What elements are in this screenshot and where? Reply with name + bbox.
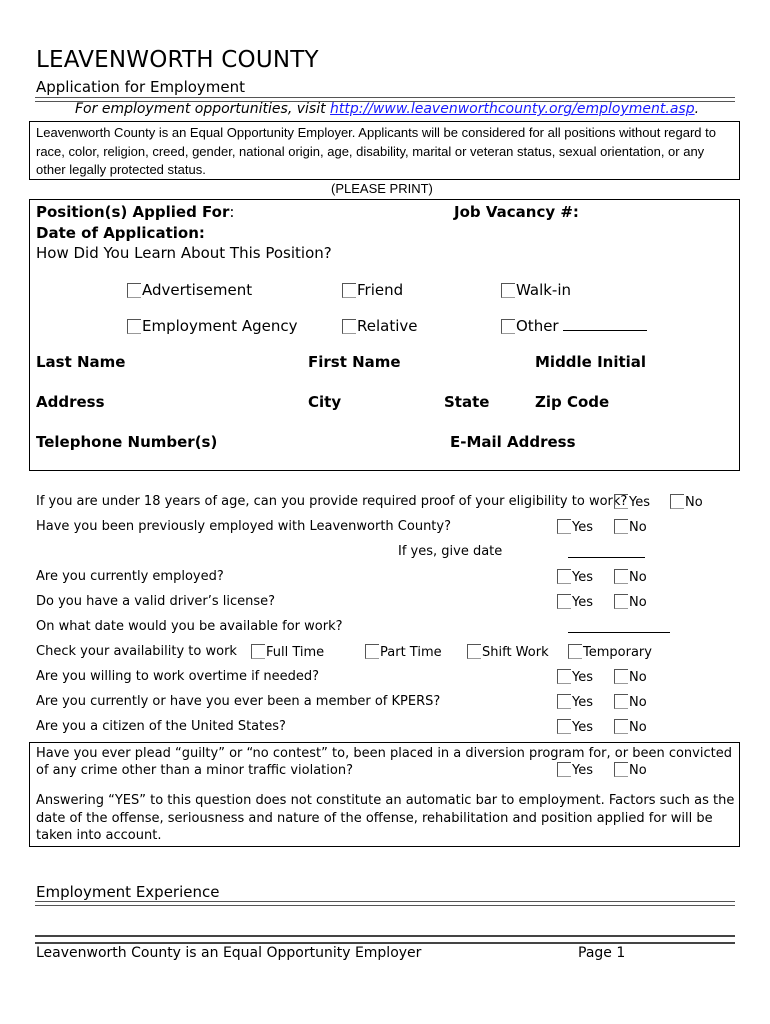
checkbox[interactable] [557,694,571,709]
citizen-question: Are you a citizen of the United States? [36,719,286,734]
drivers-license-yes[interactable]: Yes [557,594,593,610]
currently-employed-yes[interactable]: Yes [557,569,593,585]
prev-employed-yes[interactable]: Yes [557,519,593,535]
availability-temporary[interactable]: Temporary [568,644,652,660]
checkbox[interactable] [557,719,571,734]
conviction-no[interactable]: No [614,762,647,778]
availability-question: Check your availability to work [36,644,237,659]
under18-yes[interactable]: Yes [614,494,650,510]
under18-no[interactable]: No [670,494,703,510]
visit-prefix: For employment opportunities, visit [75,101,331,117]
checkbox[interactable] [501,283,515,298]
prev-employed-question: Have you been previously employed with Leavenworth County? [36,519,451,534]
checkbox[interactable] [342,319,356,334]
visit-suffix: . [694,101,700,117]
checkbox[interactable] [501,319,515,334]
checkbox[interactable] [614,669,628,684]
eeo-statement: Leavenworth County is an Equal Opportunity Employer. Applicants will be considered for all positions without regard to race, color, religion, creed, gender, national origin, age, disability, marital or veteran status, sexual orientation, or any other legally protected status. [36,125,716,177]
availability-shift-work[interactable]: Shift Work [467,644,549,660]
kpers-yes[interactable]: Yes [557,694,593,710]
drivers-license-no[interactable]: No [614,594,647,610]
telephone-label: Telephone Number(s) [36,433,218,451]
page-subtitle: Application for Employment [36,78,246,96]
source-friend[interactable]: Friend [342,281,403,299]
zip-code-label: Zip Code [535,393,610,411]
availability-part-time[interactable]: Part Time [365,644,442,660]
checkbox[interactable] [614,719,628,734]
checkbox[interactable] [614,594,628,609]
employment-experience-heading: Employment Experience [36,883,220,901]
please-print-note: (PLEASE PRINT) [331,181,433,196]
checkbox[interactable] [342,283,356,298]
city-label: City [308,393,342,411]
checkbox[interactable] [557,569,571,584]
checkbox[interactable] [614,569,628,584]
email-label: E-Mail Address [450,433,576,451]
availability-full-time[interactable]: Full Time [251,644,324,660]
date-of-application-label: Date of Application: [36,224,205,242]
footer-eeo: Leavenworth County is an Equal Opportunity Employer [36,945,422,961]
overtime-question: Are you willing to work overtime if needed? [36,669,320,684]
middle-initial-label: Middle Initial [535,353,647,371]
employment-link[interactable]: http://www.leavenworthcounty.org/employment.asp [330,101,695,117]
source-relative[interactable]: Relative [342,317,418,335]
checkbox[interactable] [614,519,628,534]
source-advertisement[interactable]: Advertisement [127,281,252,299]
drivers-license-question: Do you have a valid driver’s license? [36,594,276,609]
position-applied-label: Position(s) Applied For: [36,203,235,221]
checkbox[interactable] [251,644,265,659]
page-number: Page 1 [578,945,626,961]
job-vacancy-label: Job Vacancy #: [454,203,579,221]
checkbox[interactable] [557,669,571,684]
source-walk-in[interactable]: Walk-in [501,281,571,299]
kpers-no[interactable]: No [614,694,647,710]
checkbox[interactable] [127,283,141,298]
citizen-yes[interactable]: Yes [557,719,593,735]
under18-question: If you are under 18 years of age, can you provide required proof of your eligibility to work? [36,494,628,509]
overtime-no[interactable]: No [614,669,647,685]
checkbox[interactable] [365,644,379,659]
other-blank[interactable] [563,330,647,331]
if-yes-date-label: If yes, give date [398,544,503,559]
checkbox[interactable] [614,762,628,777]
checkbox[interactable] [557,519,571,534]
conviction-question: Have you ever plead “guilty” or “no contest” to, been placed in a diversion program for, or been convicted of any crime other than a minor traffic violation? [36,746,732,778]
checkbox[interactable] [127,319,141,334]
citizen-no[interactable]: No [614,719,647,735]
checkbox[interactable] [614,494,628,509]
section-divider [35,901,735,906]
checkbox[interactable] [467,644,481,659]
checkbox[interactable] [670,494,684,509]
first-name-label: First Name [308,353,401,371]
visit-line [75,101,699,117]
source-employment-agency[interactable]: Employment Agency [127,317,297,335]
currently-employed-question: Are you currently employed? [36,569,224,584]
prev-employed-date-blank[interactable] [568,557,645,558]
available-date-blank[interactable] [568,632,670,633]
conviction-yes[interactable]: Yes [557,762,593,778]
checkbox[interactable] [568,644,582,659]
kpers-question: Are you currently or have you ever been a member of KPERS? [36,694,441,709]
how-learn-label: How Did You Learn About This Position? [36,244,332,262]
currently-employed-no[interactable]: No [614,569,647,585]
footer-divider [35,935,735,944]
page-title: LEAVENWORTH COUNTY [36,47,319,73]
checkbox[interactable] [557,594,571,609]
address-label: Address [36,393,105,411]
prev-employed-no[interactable]: No [614,519,647,535]
conviction-box [29,742,740,847]
source-other[interactable]: Other [501,317,647,335]
available-date-question: On what date would you be available for work? [36,619,343,634]
state-label: State [444,393,490,411]
overtime-yes[interactable]: Yes [557,669,593,685]
checkbox[interactable] [557,762,571,777]
last-name-label: Last Name [36,353,126,371]
eeo-statement-box [29,121,740,180]
conviction-note: Answering “YES” to this question does not constitute an automatic bar to employment. Factors such as the date of the offense, seriousness and nature of the offense, rehabilitation and position applied for will be taken into account. [36,793,735,843]
checkbox[interactable] [614,694,628,709]
